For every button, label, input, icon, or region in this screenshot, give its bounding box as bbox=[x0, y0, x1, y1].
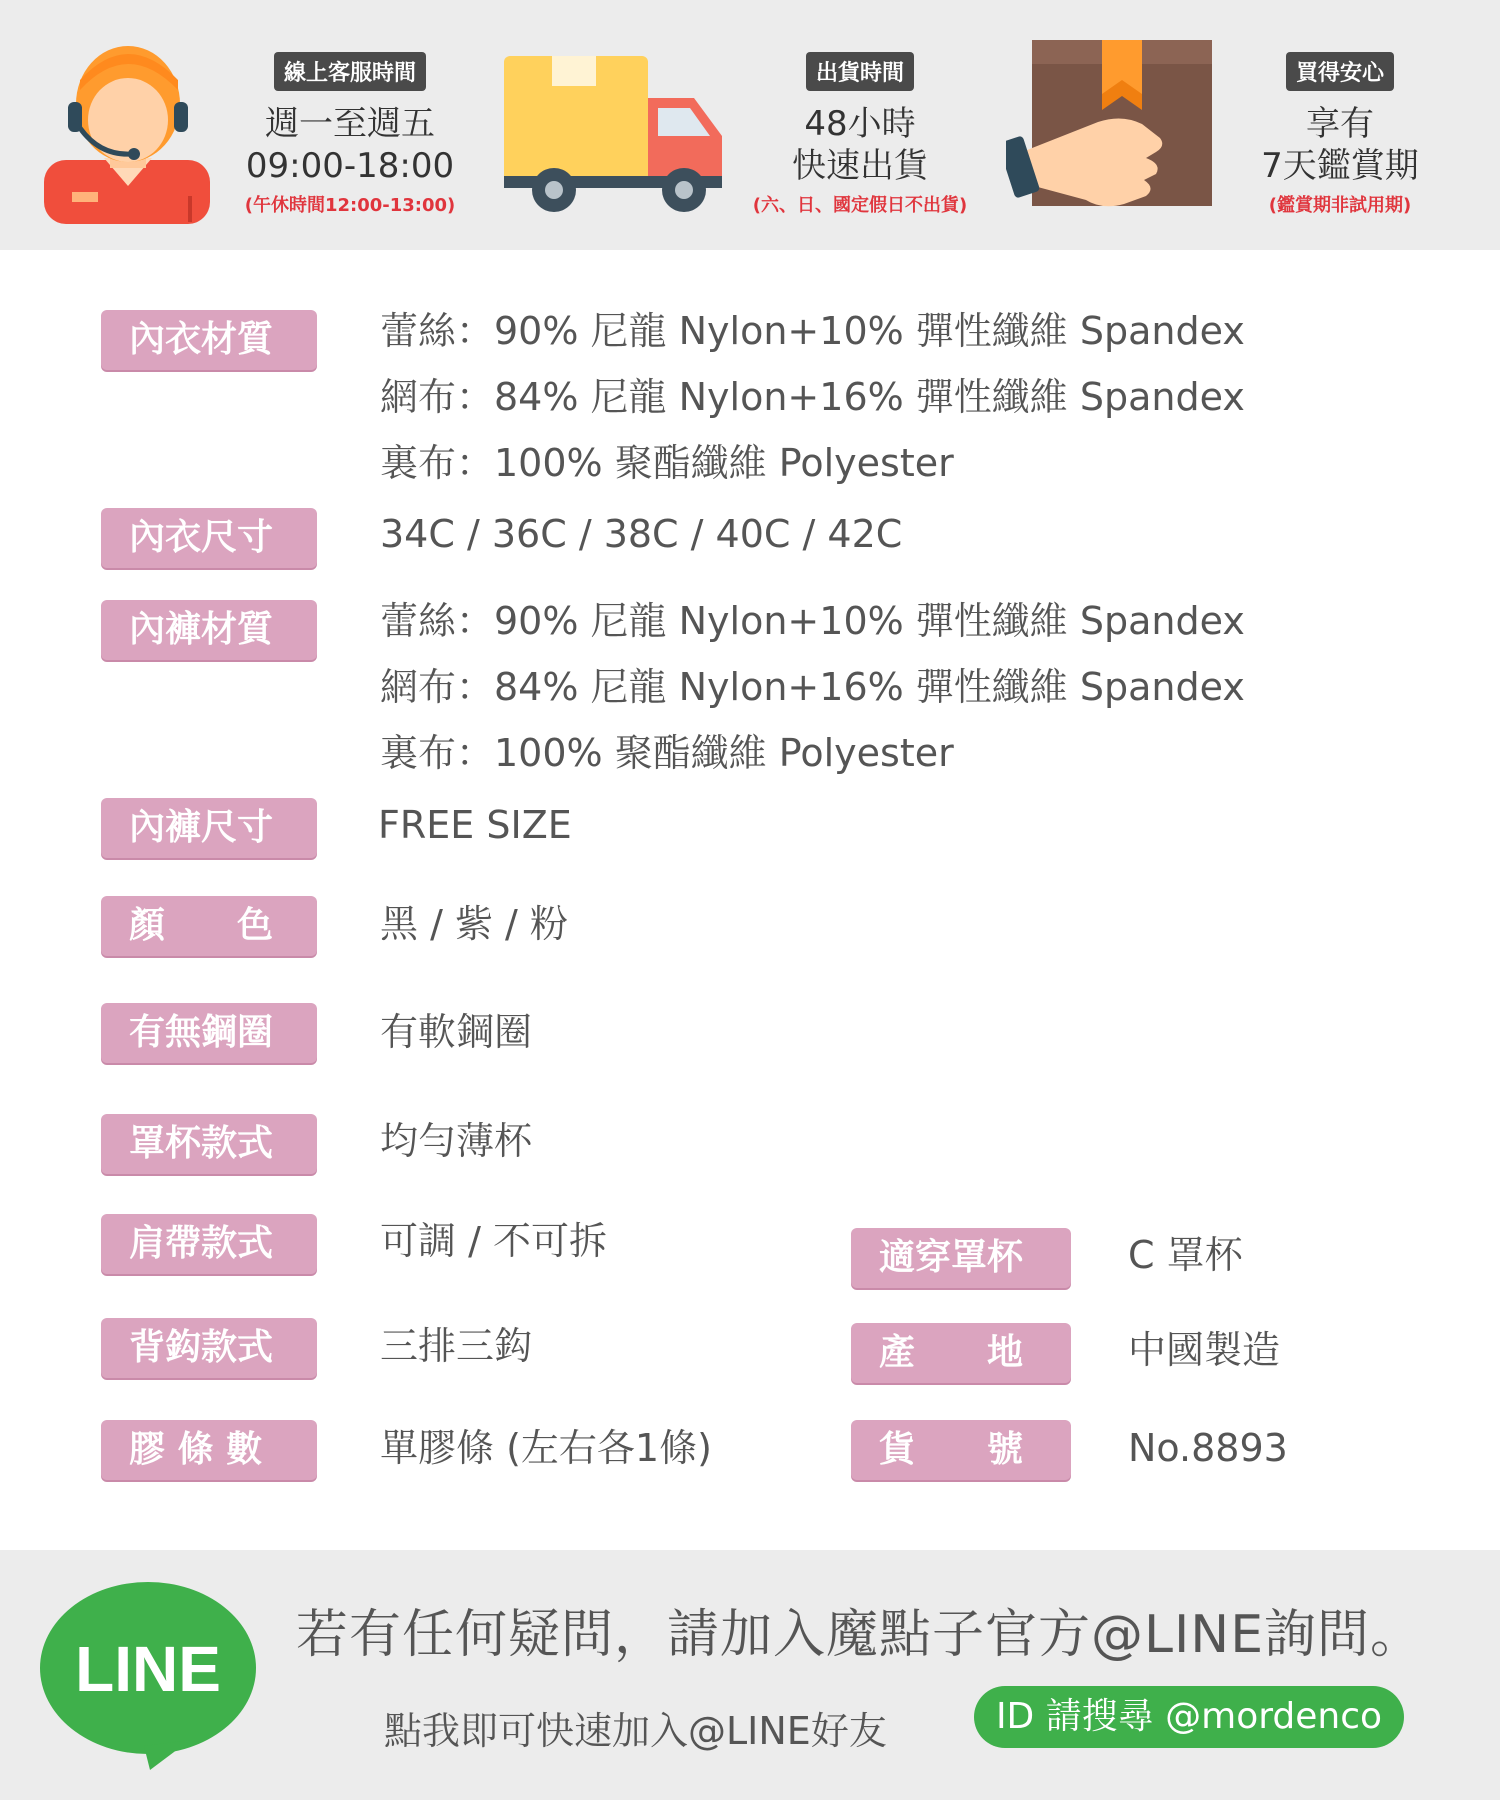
line-add-friend-link[interactable]: 點我即可快速加入@LINE好友 bbox=[384, 1709, 887, 1753]
label-bra-size: 內衣尺寸 bbox=[101, 508, 317, 568]
value-bra-material bbox=[380, 298, 1245, 496]
value-silicone: 單膠條 (左右各1條) bbox=[380, 1426, 712, 1470]
label-fit-cup: 適穿罩杯 bbox=[851, 1228, 1071, 1288]
service-days: 週一至週五 bbox=[265, 104, 435, 144]
shipping-holiday-note: (六、日、國定假日不出貨) bbox=[752, 195, 968, 216]
trust-guarantee bbox=[1230, 52, 1450, 217]
value-bra-size: 34C / 36C / 38C / 40C / 42C bbox=[380, 512, 903, 556]
service-hours bbox=[240, 52, 460, 217]
bra-material-lining: 裏布：100% 聚酯纖維 Polyester bbox=[380, 441, 954, 485]
shipping-time-tag: 出貨時間 bbox=[806, 52, 914, 91]
panty-material-lace: 蕾絲：90% 尼龍 Nylon+10% 彈性纖維 Spandex bbox=[380, 599, 1245, 643]
shipping-hours: 48小時 bbox=[804, 104, 916, 144]
value-strap-style: 可調 / 不可拆 bbox=[380, 1219, 607, 1263]
value-fit-cup: C 罩杯 bbox=[1128, 1233, 1243, 1277]
label-bra-material: 內衣材質 bbox=[101, 310, 317, 370]
value-origin: 中國製造 bbox=[1128, 1328, 1281, 1372]
line-id-button[interactable]: ID 請搜尋 @mordenco bbox=[974, 1686, 1404, 1748]
service-banner bbox=[0, 0, 1500, 250]
line-inquiry-text: 若有任何疑問，請加入魔點子官方@LINE詢問。 bbox=[296, 1605, 1424, 1665]
value-panty-material bbox=[380, 588, 1245, 786]
service-lunch-note: (午休時間12:00-13:00) bbox=[244, 195, 456, 216]
service-time: 09:00-18:00 bbox=[245, 146, 455, 186]
value-color: 黑 / 紫 / 粉 bbox=[380, 902, 568, 946]
line-contact-footer bbox=[0, 1550, 1500, 1800]
value-underwire: 有軟鋼圈 bbox=[380, 1010, 533, 1054]
label-hook-style: 背鈎款式 bbox=[101, 1318, 317, 1378]
label-cup-style: 罩杯款式 bbox=[101, 1114, 317, 1174]
trust-tag: 買得安心 bbox=[1286, 52, 1394, 91]
label-item-no: 貨 號 bbox=[851, 1420, 1071, 1480]
trust-line2: 7天鑑賞期 bbox=[1261, 146, 1419, 186]
label-panty-size: 內褲尺寸 bbox=[101, 798, 317, 858]
headset-agent-icon bbox=[40, 28, 215, 224]
label-underwire: 有無鋼圈 bbox=[101, 1003, 317, 1063]
value-hook-style: 三排三鈎 bbox=[380, 1324, 533, 1368]
shipping-fast: 快速出貨 bbox=[792, 146, 928, 186]
label-origin: 產 地 bbox=[851, 1323, 1071, 1383]
value-item-no: No.8893 bbox=[1128, 1426, 1288, 1470]
label-strap-style: 肩帶款式 bbox=[101, 1214, 317, 1274]
delivery-truck-icon bbox=[504, 56, 724, 216]
panty-material-lining: 裏布：100% 聚酯纖維 Polyester bbox=[380, 731, 954, 775]
value-cup-style: 均勻薄杯 bbox=[380, 1119, 533, 1163]
bra-material-lace: 蕾絲：90% 尼龍 Nylon+10% 彈性纖維 Spandex bbox=[380, 309, 1245, 353]
label-panty-material: 內褲材質 bbox=[101, 600, 317, 660]
trust-note: (鑑賞期非試用期) bbox=[1268, 195, 1412, 216]
label-color: 顏 色 bbox=[101, 896, 317, 956]
value-panty-size: FREE SIZE bbox=[378, 803, 572, 847]
bra-material-mesh: 網布：84% 尼龍 Nylon+16% 彈性纖維 Spandex bbox=[380, 375, 1245, 419]
package-hand-icon bbox=[1006, 40, 1216, 220]
shipping-time bbox=[740, 52, 980, 217]
label-silicone: 膠 條 數 bbox=[101, 1420, 317, 1480]
trust-line1: 享有 bbox=[1306, 104, 1374, 144]
line-logo-text: LINE bbox=[75, 1633, 221, 1705]
line-logo-icon[interactable] bbox=[40, 1580, 256, 1770]
service-hours-tag: 線上客服時間 bbox=[274, 52, 426, 91]
panty-material-mesh: 網布：84% 尼龍 Nylon+16% 彈性纖維 Spandex bbox=[380, 665, 1245, 709]
